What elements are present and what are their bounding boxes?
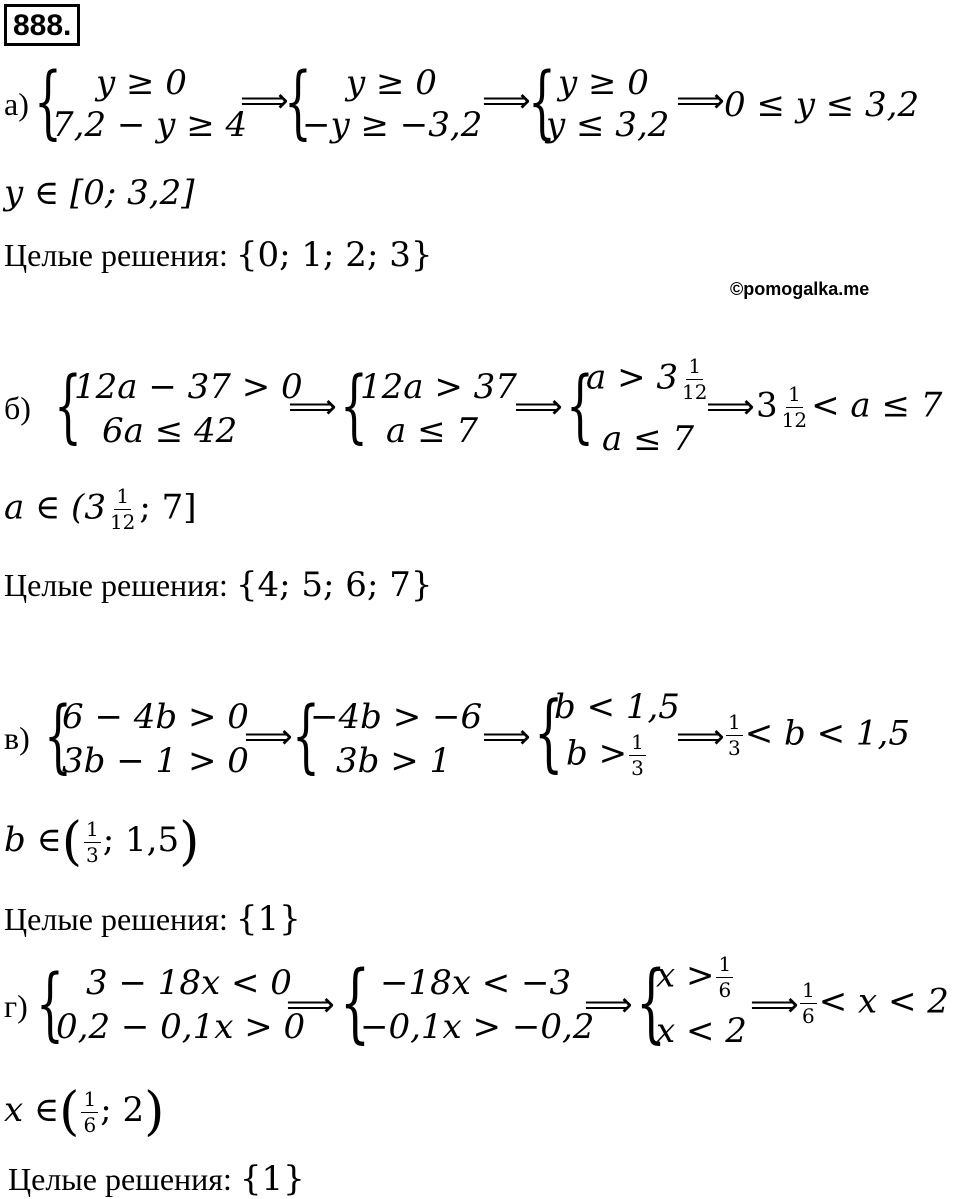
a-s2-bottom: −y ≥ −3,2 bbox=[302, 105, 483, 145]
b-interval-right: ; 7] bbox=[139, 487, 197, 528]
brace-icon: { bbox=[528, 55, 556, 148]
g-result bbox=[798, 980, 949, 1027]
brace-icon: { bbox=[566, 359, 594, 452]
g-s2-bottom: −0,1x > −0,2 bbox=[360, 1007, 595, 1047]
brace-icon: { bbox=[284, 55, 312, 148]
a-integers bbox=[4, 235, 433, 275]
g-interval bbox=[4, 1082, 165, 1142]
brace-icon: { bbox=[54, 359, 82, 452]
brace-icon: { bbox=[340, 359, 368, 452]
fraction-numerator: 1 bbox=[688, 354, 702, 378]
fraction-denominator: 6 bbox=[802, 1004, 815, 1028]
b-s3-top-lhs: a > 3 bbox=[586, 357, 679, 398]
v-interval-right: ; 1,5 bbox=[102, 820, 180, 860]
implies-icon: ⟹ bbox=[240, 81, 289, 121]
fraction-denominator: 3 bbox=[86, 842, 99, 867]
brace-icon: { bbox=[44, 689, 72, 782]
right-paren: ) bbox=[179, 812, 200, 872]
fraction-denominator: 12 bbox=[109, 510, 136, 534]
left-paren: ( bbox=[59, 1082, 80, 1142]
fraction-numerator: 1 bbox=[83, 1086, 97, 1111]
implies-icon: ⟹ bbox=[706, 387, 755, 427]
integer-label: Целые решения: bbox=[4, 901, 228, 937]
v-integers bbox=[4, 899, 301, 939]
fraction-denominator: 6 bbox=[718, 978, 732, 1002]
fraction-denominator: 3 bbox=[728, 736, 741, 760]
g-interval-left: x ∈ bbox=[4, 1090, 60, 1130]
part-v-label: в) bbox=[4, 720, 30, 756]
integer-label: Целые решения: bbox=[4, 237, 228, 273]
b-s2-top: 12a > 37 bbox=[360, 367, 517, 407]
v-s1-top: 6 − 4b > 0 bbox=[62, 697, 249, 737]
b-integers-set: {4; 5; 6; 7} bbox=[235, 565, 433, 605]
fraction-numerator: 1 bbox=[728, 710, 741, 734]
g-s3-top bbox=[656, 954, 735, 1001]
a-result: 0 ≤ y ≤ 3,2 bbox=[724, 85, 920, 125]
fraction bbox=[726, 712, 743, 759]
fraction bbox=[84, 816, 101, 867]
brace-icon: { bbox=[36, 957, 64, 1050]
v-s1-bottom: 3b − 1 > 0 bbox=[62, 741, 249, 781]
fraction bbox=[629, 732, 646, 779]
implies-icon: ⟹ bbox=[288, 387, 337, 427]
b-s1-top: 12a − 37 > 0 bbox=[74, 367, 303, 407]
b-integers bbox=[4, 565, 433, 605]
b-interval bbox=[4, 486, 197, 533]
fraction-numerator: 1 bbox=[116, 484, 130, 508]
part-a-label: а) bbox=[4, 86, 29, 122]
fraction-numerator: 1 bbox=[788, 382, 801, 406]
brace-icon: { bbox=[340, 953, 371, 1053]
g-integers-set: {1} bbox=[239, 1159, 305, 1199]
v-s3-top: b < 1,5 bbox=[554, 687, 680, 727]
right-paren: ) bbox=[144, 1082, 165, 1142]
g-result-right: < x < 2 bbox=[818, 981, 949, 1022]
integer-label: Целые решения: bbox=[4, 567, 228, 603]
v-result bbox=[724, 712, 910, 759]
brace-icon: { bbox=[292, 689, 320, 782]
a-interval: y ∈ [0; 3,2] bbox=[4, 173, 195, 213]
implies-icon: ⟹ bbox=[482, 81, 531, 121]
v-interval bbox=[4, 812, 200, 872]
fraction bbox=[780, 384, 809, 431]
v-integers-set: {1} bbox=[235, 899, 301, 939]
b-interval-left: a ∈ (3 bbox=[4, 487, 106, 528]
a-s1-top: y ≥ 0 bbox=[96, 63, 187, 103]
watermark: ©pomogalka.me bbox=[730, 279, 870, 299]
a-s2-top: y ≥ 0 bbox=[346, 63, 437, 103]
brace-icon: { bbox=[636, 953, 667, 1053]
brace-icon: { bbox=[34, 55, 62, 148]
part-g-label: г) bbox=[4, 988, 28, 1024]
g-s1-bottom: 0,2 − 0,1x > 0 bbox=[56, 1007, 306, 1047]
g-integers bbox=[8, 1159, 305, 1199]
v-result-right: < b < 1,5 bbox=[744, 713, 910, 754]
v-s2-bottom: 3b > 1 bbox=[336, 741, 452, 781]
fraction-denominator: 3 bbox=[631, 756, 644, 780]
a-s3-top: y ≥ 0 bbox=[558, 63, 649, 103]
b-result-right: < a ≤ 7 bbox=[811, 385, 943, 426]
fraction-numerator: 1 bbox=[86, 816, 99, 841]
b-s2-bottom: a ≤ 7 bbox=[386, 411, 479, 451]
implies-icon: ⟹ bbox=[676, 717, 725, 757]
fraction bbox=[81, 1086, 98, 1137]
fraction bbox=[108, 486, 137, 533]
v-s3-bottom bbox=[566, 732, 648, 779]
implies-icon: ⟹ bbox=[676, 81, 725, 121]
b-s3-top bbox=[586, 356, 711, 403]
g-interval-right: ; 2 bbox=[100, 1090, 145, 1130]
b-s1-bottom: 6a ≤ 42 bbox=[102, 411, 238, 451]
implies-icon: ⟹ bbox=[286, 985, 335, 1025]
fraction bbox=[716, 954, 733, 1001]
implies-icon: ⟹ bbox=[750, 985, 799, 1025]
implies-icon: ⟹ bbox=[244, 717, 293, 757]
part-b-label: б) bbox=[4, 390, 31, 426]
a-integers-set: {0; 1; 2; 3} bbox=[235, 235, 433, 275]
g-s2-top: −18x < −3 bbox=[380, 963, 572, 1003]
b-result-left: 3 bbox=[756, 385, 778, 426]
fraction-denominator: 12 bbox=[682, 380, 708, 404]
problem-number: 888. bbox=[4, 4, 80, 46]
a-s1-bottom: 7,2 − y ≥ 4 bbox=[52, 105, 248, 145]
b-s3-bottom: a ≤ 7 bbox=[602, 419, 695, 459]
fraction bbox=[800, 980, 817, 1027]
b-result bbox=[756, 384, 942, 431]
fraction-denominator: 12 bbox=[781, 408, 808, 432]
integer-label: Целые решения: bbox=[8, 1161, 232, 1197]
implies-icon: ⟹ bbox=[482, 717, 531, 757]
fraction-denominator: 6 bbox=[83, 1112, 97, 1137]
fraction-numerator: 1 bbox=[802, 978, 815, 1002]
g-s3-bottom: x < 2 bbox=[656, 1011, 747, 1051]
v-s2-top: −4b > −6 bbox=[310, 697, 483, 737]
g-s1-top: 3 − 18x < 0 bbox=[86, 963, 292, 1003]
fraction-numerator: 1 bbox=[631, 730, 644, 754]
implies-icon: ⟹ bbox=[584, 985, 633, 1025]
v-s3-bottom-lhs: b > bbox=[566, 733, 628, 774]
fraction-numerator: 1 bbox=[718, 952, 732, 976]
left-paren: ( bbox=[61, 812, 83, 872]
a-s3-bottom: y ≤ 3,2 bbox=[546, 105, 670, 145]
brace-icon: { bbox=[534, 683, 564, 781]
v-interval-left: b ∈ bbox=[4, 820, 62, 860]
implies-icon: ⟹ bbox=[514, 387, 563, 427]
g-s3-top-lhs: x > bbox=[656, 955, 715, 996]
